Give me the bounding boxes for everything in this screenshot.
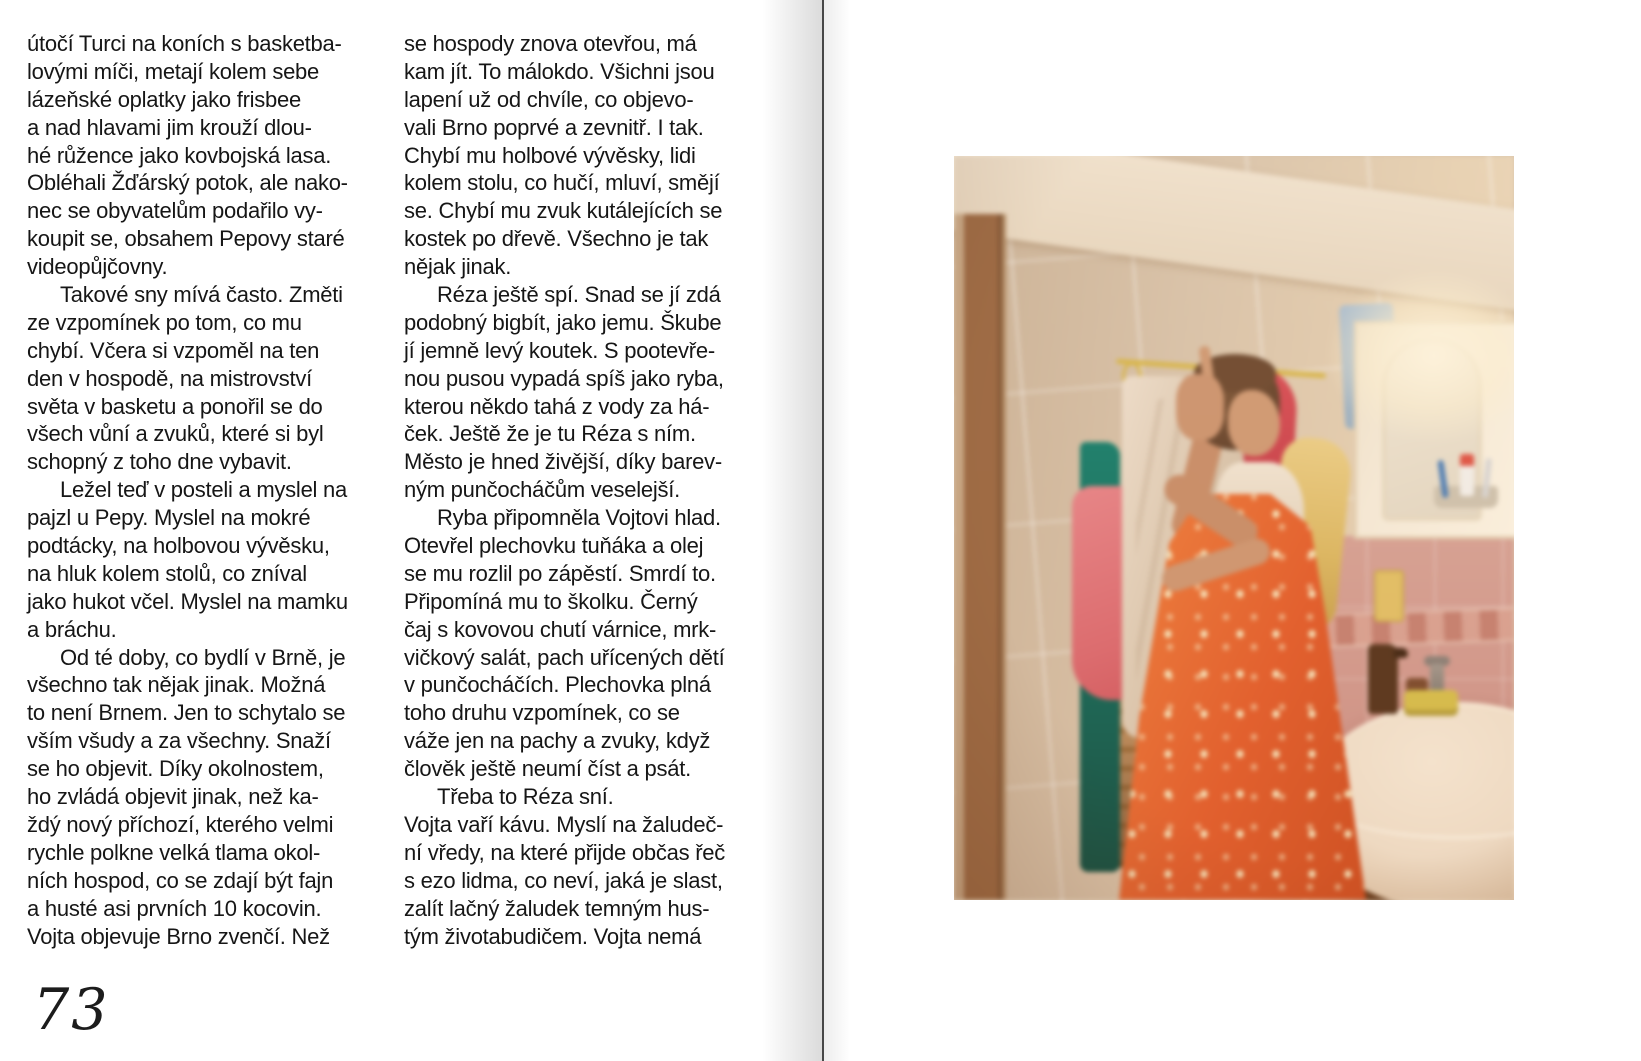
- text-line: se. Chybí mu zvuk kutálejících se: [404, 198, 723, 224]
- text-line: Vojta vaří kávu. Myslí na žaludeč-: [404, 811, 724, 837]
- text-line: kam jít. To málokdo. Všichni jsou: [404, 58, 715, 84]
- text-line: se mu rozlil po zápěstí. Smrdí to.: [404, 560, 716, 586]
- text-line: Připomíná mu to školku. Černý: [404, 588, 698, 614]
- text-line: a nad hlavami jim krouží dlou-: [27, 114, 312, 140]
- text-line: kolem stolu, co hučí, mluví, smějí: [404, 170, 720, 196]
- text-line: na hluk kolem stolů, co zníval: [27, 560, 307, 586]
- text-line: to není Brnem. Jen to schytalo se: [27, 700, 346, 726]
- text-line: tým životabudičem. Vojta nemá: [404, 923, 702, 949]
- text-line: vším všudy a za všechny. Snaží: [27, 728, 331, 754]
- text-line: rychle polkne velká tlama okol-: [27, 839, 321, 865]
- text-line: a husté asi prvních 10 kocovin.: [27, 895, 322, 921]
- text-line: Ryba připomněla Vojtovi hlad.: [437, 505, 721, 531]
- page-fold-shadow: [762, 0, 822, 1061]
- photo-vignette: [954, 156, 1514, 900]
- bathroom-photo: [954, 156, 1514, 900]
- text-line: pajzl u Pepy. Myslel na mokré: [27, 505, 311, 531]
- text-line: koupit se, obsahem Pepovy staré: [27, 226, 345, 252]
- page-fold-highlight: [824, 0, 850, 1061]
- text-line: Chybí mu holbové vývěsky, lidi: [404, 142, 696, 168]
- text-line: všechno tak nějak jinak. Možná: [27, 672, 326, 698]
- text-line: videopůjčovny.: [27, 254, 168, 280]
- text-line: Réza ještě spí. Snad se jí zdá: [437, 282, 721, 308]
- text-line: Od té doby, co bydlí v Brně, je: [60, 644, 346, 670]
- text-line: hé růžence jako kovbojská lasa.: [27, 142, 332, 168]
- text-line: světa v basketu a ponořil se do: [27, 393, 323, 419]
- text-column-1: [27, 30, 397, 950]
- text-line: ho zvládá objevit jinak, než ka-: [27, 784, 319, 810]
- text-line: toho druhu vzpomínek, co se: [404, 700, 680, 726]
- text-line: útočí Turci na koních s basketba-: [27, 31, 342, 56]
- text-column-2: [404, 30, 779, 950]
- photo-blur-layer: [954, 156, 1514, 900]
- page-number: 73: [33, 977, 110, 1043]
- text-line: nec se obyvatelům podařilo vy-: [27, 198, 323, 224]
- text-line: člověk ještě neumí číst a psát.: [404, 756, 691, 782]
- text-line: Třeba to Réza sní.: [437, 784, 614, 810]
- text-line: ček. Ještě že je tu Réza s ním.: [404, 421, 696, 447]
- text-line: kostek po dřevě. Všechno je tak: [404, 226, 709, 252]
- text-line: podtácky, na holbovou vývěsku,: [27, 533, 330, 559]
- text-line: jako hukot včel. Myslel na mamku: [27, 588, 348, 614]
- text-line: kterou někdo tahá z vody za há-: [404, 393, 710, 419]
- text-line: ždý nový příchozí, kterého velmi: [27, 811, 334, 837]
- text-line: váže jen na pachy a zvuky, když: [404, 728, 711, 754]
- text-line: lovými míči, metají kolem sebe: [27, 58, 320, 84]
- text-line: Obléhali Žďárský potok, ale nako-: [27, 170, 348, 196]
- text-line: zalít lačný žaludek temným hus-: [404, 895, 710, 921]
- text-line: lázeňské oplatky jako frisbee: [27, 86, 302, 112]
- photo-scene: [954, 156, 1514, 900]
- text-line: se hospody znova otevřou, má: [404, 31, 697, 56]
- text-line: schopný z toho dne vybavit.: [27, 449, 292, 475]
- text-line: vičkový salát, pach uřícených dětí: [404, 644, 725, 670]
- text-line: čaj s kovovou chutí várnice, mrk-: [404, 616, 717, 642]
- text-line: Otevřel plechovku tuňáka a olej: [404, 533, 704, 559]
- text-line: ným punčocháčům veselejší.: [404, 477, 680, 503]
- text-line: Takové sny mívá často. Změti: [60, 282, 343, 308]
- text-line: ze vzpomínek po tom, co mu: [27, 309, 302, 335]
- text-line: v punčocháčích. Plechovka plná: [404, 672, 711, 698]
- text-line: a bráchu.: [27, 616, 117, 642]
- text-line: jí jemně levý koutek. S pootevře-: [404, 337, 715, 363]
- text-line: se ho objevit. Díky okolnostem,: [27, 756, 324, 782]
- text-line: lapení už od chvíle, co objevo-: [404, 86, 694, 112]
- text-line: všech vůní a zvuků, které si byl: [27, 421, 324, 447]
- text-line: nou pusou vypadá spíš jako ryba,: [404, 365, 724, 391]
- text-line: Město je hned živější, díky barev-: [404, 449, 722, 475]
- text-line: nějak jinak.: [404, 254, 512, 280]
- text-line: ních hospod, co se zdají být fajn: [27, 867, 334, 893]
- text-line: podobný bigbít, jako jemu. Škube: [404, 309, 722, 335]
- text-line: s ezo lidma, co neví, jaká je slast,: [404, 867, 723, 893]
- text-line: ní vředy, na které přijde občas řeč: [404, 839, 726, 865]
- text-line: den v hospodě, na mistrovství: [27, 365, 313, 391]
- text-line: chybí. Včera si vzpoměl na ten: [27, 337, 320, 363]
- text-line: vali Brno poprvé a zevnitř. I tak.: [404, 114, 704, 140]
- text-line: Vojta objevuje Brno zvenčí. Než: [27, 923, 330, 949]
- text-line: Ležel teď v posteli a myslel na: [60, 477, 348, 503]
